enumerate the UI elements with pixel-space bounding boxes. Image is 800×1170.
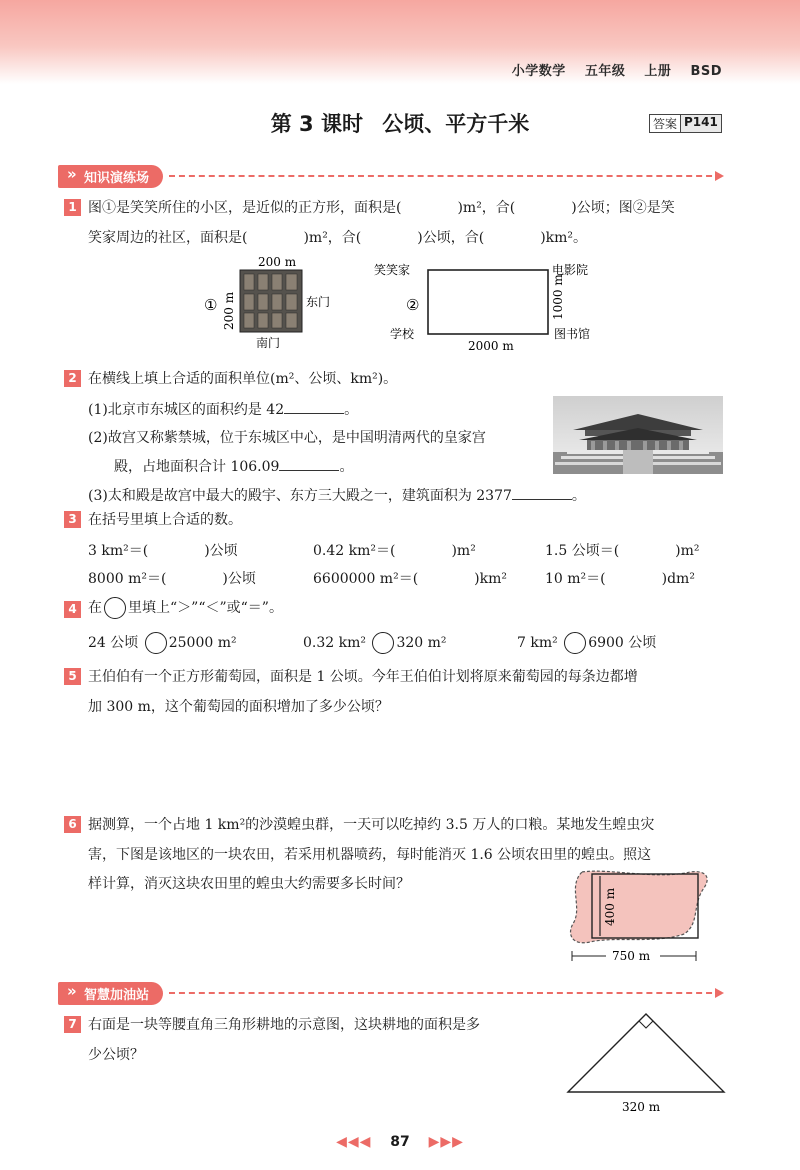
- width-label: 750 m: [612, 949, 651, 963]
- section-divider: [169, 175, 722, 177]
- q4-item: [517, 632, 656, 654]
- section-practice-label: » 知识演练场: [58, 165, 163, 188]
- volume-label: 上册: [644, 64, 672, 79]
- farmland-shape: [571, 871, 708, 943]
- figure-2-svg: [372, 258, 612, 354]
- page-footer: [0, 1134, 800, 1150]
- q4-stem-end: 里填上“＞”“＜”或“＝”。: [128, 600, 283, 616]
- q5-text-line1: 王伯伯有一个正方形葡萄园，面积是 1 公顷。今年王伯伯计划将原来葡萄园的每条边都增: [88, 669, 638, 685]
- q7-text-line2: 少公顷？: [88, 1047, 144, 1063]
- edition-label: BSD: [690, 64, 722, 79]
- q2-sub2-line2: [114, 456, 353, 476]
- fig2-bottom-label: 2000 m: [468, 339, 514, 353]
- q6-text-line1: 据测算，一个占地 1 km²的沙漠蝗虫群，一天可以吃掉约 3.5 万人的口粮。某地发生蝗虫灾: [88, 817, 655, 833]
- q3-item: 8000 m²＝( )公顷: [88, 571, 256, 587]
- lesson-number: 第 3 课时: [270, 112, 363, 136]
- q4-right: 320 m²: [396, 635, 447, 651]
- q4-right: 25000 m²: [168, 635, 237, 651]
- answer-circle[interactable]: [372, 632, 394, 654]
- triangle-svg: [562, 1010, 734, 1118]
- palace-photo: [553, 396, 723, 474]
- farmland-figure: [560, 862, 724, 966]
- fig1-marker: ①: [204, 296, 218, 314]
- grade-label: 五年级: [584, 64, 626, 79]
- q1-text-line1: 图①是笑笑所住的小区，是近似的正方形，面积是( )m²，合( )公顷；图②是笑: [88, 200, 675, 216]
- answer-blank[interactable]: [279, 457, 339, 471]
- right-angle-mark: [639, 1021, 653, 1028]
- answer-circle[interactable]: [564, 632, 586, 654]
- prev-page-arrows: ◀◀◀: [336, 1134, 372, 1150]
- fig2-top-left-label: 笑笑家: [374, 263, 411, 277]
- height-label: 400 m: [603, 887, 617, 926]
- rectangle-region: [428, 270, 548, 334]
- fig2-bottom-left-label: 学校: [390, 327, 415, 341]
- section-challenge: [58, 982, 722, 1004]
- q2-sub3: [88, 485, 586, 505]
- q4-left: 24 公顷: [88, 635, 139, 651]
- q3-item: 3 km²＝( )公顷: [88, 543, 238, 559]
- q3-stem: 在括号里填上合适的数。: [88, 512, 242, 528]
- q2-sub1-text: (1)北京市东城区的面积约是 42: [88, 402, 285, 418]
- fig1-right-label: 东门: [306, 295, 331, 309]
- q4-item: [303, 632, 447, 654]
- q6-text-line2: 害，下图是该地区的一块农田，若采用机器喷药，每时能消灭 1.6 公顷农田里的蝗虫。照这: [88, 847, 652, 863]
- triangle-figure: [562, 1010, 734, 1118]
- q2-sub3-end: 。: [571, 488, 586, 504]
- next-page-arrows: ▶▶▶: [428, 1134, 464, 1150]
- figure-2: [372, 258, 612, 354]
- comparison-circle: [104, 597, 126, 619]
- section-divider: [169, 992, 722, 994]
- answer-page: P141: [681, 115, 721, 132]
- q5-answer-area[interactable]: [88, 722, 722, 808]
- subject-label: 小学数学: [511, 64, 566, 79]
- header-meta: [498, 60, 722, 79]
- answer-reference: [649, 114, 722, 133]
- question-number: 6: [64, 816, 81, 833]
- q4-left: 7 km²: [517, 635, 558, 651]
- q2-sub3-text: (3)太和殿是故宫中最大的殿宇、东方三大殿之一，建筑面积为 2377: [88, 488, 512, 504]
- q2-sub2-end: 。: [339, 459, 354, 475]
- q4-left: 0.32 km²: [303, 635, 366, 651]
- q2-sub1-end: 。: [344, 402, 359, 418]
- answer-circle[interactable]: [145, 632, 167, 654]
- fig2-bottom-right-label: 图书馆: [554, 327, 591, 341]
- question-number: 4: [64, 601, 81, 618]
- answer-blank[interactable]: [284, 400, 344, 414]
- q3-item: 0.42 km²＝( )m²: [313, 543, 476, 559]
- q5-text-line2: 加 300 m，这个葡萄园的面积增加了多少公顷？: [88, 699, 389, 715]
- fig2-top-right-label: 电影院: [552, 263, 589, 277]
- question-number: 3: [64, 511, 81, 528]
- triangle-base-label: 320 m: [622, 1100, 661, 1114]
- isosceles-right-triangle: [568, 1014, 724, 1092]
- q4-right: 6900 公顷: [588, 635, 657, 651]
- farmland-svg: [560, 862, 724, 966]
- q3-item: 1.5 公顷＝( )m²: [545, 543, 700, 559]
- q3-item: 6600000 m²＝( )km²: [313, 571, 507, 587]
- q4-item: [88, 632, 237, 654]
- palace-photo-svg: [553, 396, 723, 474]
- q2-stem: 在横线上填上合适的面积单位(m²、公顷、km²)。: [88, 371, 398, 387]
- q2-sub1: [88, 399, 358, 419]
- fig2-right-label: 1000 m: [551, 274, 565, 320]
- q2-sub2-text: 殿，占地面积合计 106.09: [114, 459, 280, 475]
- figure-1: [200, 252, 350, 352]
- q2-sub2-line1: (2)故宫又称紫禁城，位于东城区中心，是中国明清两代的皇家宫: [88, 430, 486, 446]
- answer-label: 答案: [650, 115, 681, 132]
- question-number: 2: [64, 370, 81, 387]
- fig1-bottom-label: 南门: [256, 336, 281, 350]
- q1-text-line2: 笑家周边的社区，面积是( )m²，合( )公顷，合( )km²。: [88, 230, 588, 246]
- q6-text-line3: 样计算，消灭这块农田里的蝗虫大约需要多长时间？: [88, 876, 410, 892]
- answer-blank[interactable]: [512, 486, 572, 500]
- page-number: 87: [390, 1134, 410, 1150]
- q7-text-line1: 右面是一块等腰直角三角形耕地的示意图，这块耕地的面积是多: [88, 1017, 480, 1033]
- q4-stem-start: 在: [88, 600, 102, 616]
- section-practice: [58, 165, 722, 187]
- fig1-top-label: 200 m: [258, 255, 297, 269]
- fig2-marker: ②: [406, 296, 420, 314]
- question-number: 5: [64, 668, 81, 685]
- section-challenge-label: » 智慧加油站: [58, 982, 163, 1005]
- lesson-topic: 公顷、平方千米: [382, 112, 530, 136]
- fig1-left-label: 200 m: [222, 291, 236, 330]
- question-number: 1: [64, 199, 81, 216]
- q3-item: 10 m²＝( )dm²: [545, 571, 695, 587]
- question-number: 7: [64, 1016, 81, 1033]
- figure-1-svg: [200, 252, 350, 352]
- q4-stem: [88, 597, 283, 619]
